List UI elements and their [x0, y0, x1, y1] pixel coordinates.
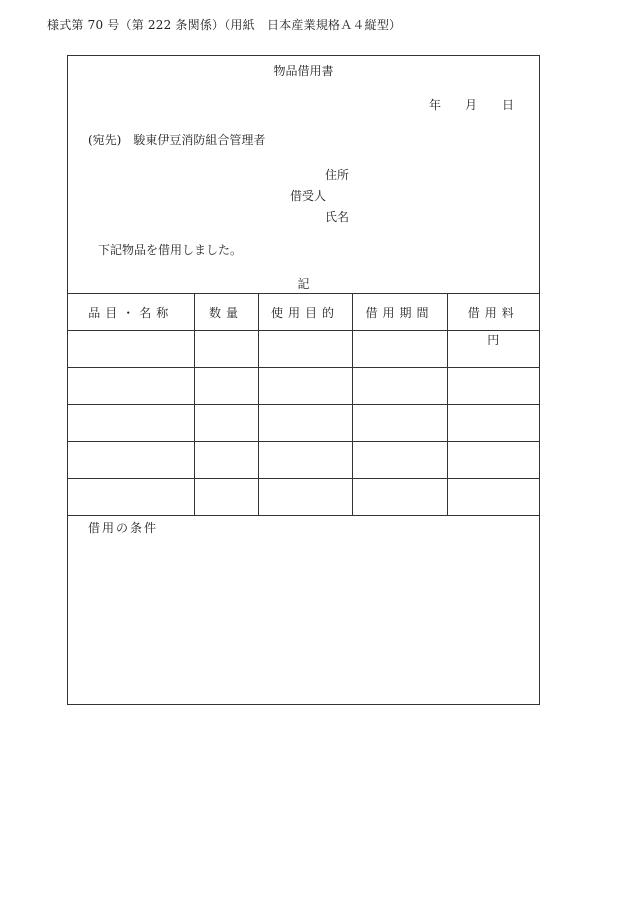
cell-period[interactable] — [352, 442, 447, 479]
cell-quantity[interactable] — [194, 405, 258, 442]
cell-quantity[interactable] — [194, 442, 258, 479]
table-row — [68, 442, 539, 479]
date-year-label: 年 — [429, 98, 442, 112]
cell-period[interactable] — [352, 331, 447, 368]
cell-purpose[interactable] — [258, 405, 352, 442]
header-period: 借用期間 — [352, 294, 447, 331]
cell-quantity[interactable] — [194, 368, 258, 405]
items-table — [68, 293, 539, 516]
addressee: (宛先) 駿東伊豆消防組合管理者 — [88, 133, 266, 147]
cell-fee[interactable] — [447, 479, 539, 516]
cell-fee[interactable] — [447, 442, 539, 479]
date-day-label: 日 — [502, 98, 515, 112]
table-row — [68, 479, 539, 516]
table-row — [68, 368, 539, 405]
cell-purpose[interactable] — [258, 368, 352, 405]
cell-purpose[interactable] — [258, 442, 352, 479]
cell-purpose[interactable] — [258, 331, 352, 368]
table-row — [68, 331, 539, 368]
cell-period[interactable] — [352, 479, 447, 516]
cell-quantity[interactable] — [194, 331, 258, 368]
cell-item-name[interactable] — [68, 405, 194, 442]
loan-form — [67, 55, 540, 705]
cell-quantity[interactable] — [194, 479, 258, 516]
cell-period[interactable] — [352, 405, 447, 442]
borrower-address-label: 住所 — [325, 168, 350, 182]
form-title: 物品借用書 — [273, 64, 334, 78]
borrower-label: 借受人 — [290, 189, 327, 203]
yen-unit: 円 — [487, 333, 500, 347]
cell-fee[interactable] — [447, 331, 539, 368]
header-item-name: 品目・名称 — [68, 294, 194, 331]
borrower-name-label: 氏名 — [325, 210, 350, 224]
ki-heading: 記 — [297, 277, 310, 291]
header-quantity: 数量 — [194, 294, 258, 331]
conditions-label: 借用の条件 — [88, 521, 159, 535]
table-row — [68, 405, 539, 442]
cell-period[interactable] — [352, 368, 447, 405]
cell-fee[interactable] — [447, 405, 539, 442]
table-header-row — [68, 294, 539, 331]
cell-item-name[interactable] — [68, 368, 194, 405]
cell-item-name[interactable] — [68, 479, 194, 516]
cell-fee[interactable] — [447, 368, 539, 405]
cell-item-name[interactable] — [68, 442, 194, 479]
cell-purpose[interactable] — [258, 479, 352, 516]
date-month-label: 月 — [465, 98, 478, 112]
loan-statement: 下記物品を借用しました。 — [98, 243, 243, 257]
header-fee: 借用料 — [447, 294, 539, 331]
header-purpose: 使用目的 — [258, 294, 352, 331]
cell-item-name[interactable] — [68, 331, 194, 368]
form-number-note: 様式第 70 号（第 222 条関係）（用紙 日本産業規格Ａ４縦型） — [47, 18, 402, 32]
